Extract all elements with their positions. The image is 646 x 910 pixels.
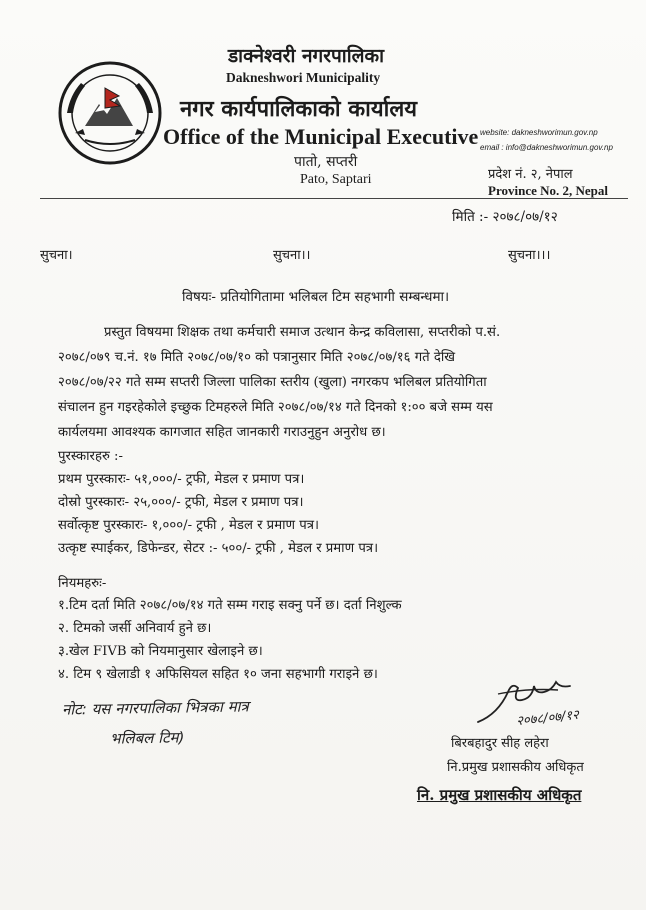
- prizes-heading: पुरस्कारहरु :-: [58, 449, 123, 464]
- province-en: Province No. 2, Nepal: [488, 183, 608, 198]
- address-np: पातो, सप्तरी: [294, 154, 358, 170]
- handwritten-note-line-1: नोट: यस नगरपालिका भित्रका मात्र: [61, 697, 249, 719]
- paragraph-line: संचालन हुन गइरहेकोले इच्छुक टिमहरुले मिति २०७८/०७/१४ गते दिनको १:०० बजे सम्म यस: [58, 400, 493, 415]
- handwritten-date: २०७८/०७/१२: [515, 707, 580, 730]
- email-text: email : info@dakneshworimun.gov.np: [480, 143, 613, 152]
- body-paragraph: [58, 320, 606, 445]
- prize-item: सर्वोत्कृष्ट पुरस्कारः- १,०००/- ट्रफी , मेडल र प्रमाण पत्र।: [58, 518, 319, 533]
- website-text: website: dakneshworimun.gov.np: [480, 128, 598, 137]
- paragraph-line: कार्यलयमा आवश्यक कागजात सहित जानकारी गराउनुहुन अनुरोध छ।: [58, 425, 386, 440]
- handwritten-note-line-2: भलिबल टिम): [109, 728, 185, 748]
- prize-item: दोस्रो पुरस्कारः- २५,०००/- ट्रफी, मेडल र प्रमाण पत्र।: [58, 495, 304, 510]
- official-stamp: नि. प्रमुख प्रशासकीय अधिकृत: [417, 786, 582, 804]
- header-divider: [40, 198, 628, 199]
- municipality-name-en: Dakneshwori Municipality: [226, 70, 381, 85]
- subject-line: विषयः- प्रतियोगितामा भलिबल टिम सहभागी सम्बन्धमा।: [182, 289, 450, 305]
- paragraph-line: २०७८/०७९ च.नं. १७ मिति २०७८/०७/१० को पत्रानुसार मिति २०७८/०७/१६ गते देखि: [58, 350, 456, 365]
- office-name-en: Office of the Municipal Executive: [163, 124, 479, 149]
- rule-item: ३.खेल FIVB को नियमानुसार खेलाइने छ।: [58, 644, 263, 659]
- address-en: Pato, Saptari: [300, 172, 372, 187]
- rule-item: २. टिमको जर्सी अनिवार्य हुने छ।: [58, 621, 212, 636]
- municipality-emblem-icon: [55, 58, 165, 168]
- paragraph-line: प्रस्तुत विषयमा शिक्षक तथा कर्मचारी समाज उत्थान केन्द्र कविलासा, सप्तरीको प.सं.: [104, 325, 501, 340]
- rules-heading: नियमहरुः-: [58, 576, 107, 591]
- prize-item: उत्कृष्ट स्पाईकर, डिफेन्डर, सेटर :- ५००/- ट्रफी , मेडल र प्रमाण पत्र।: [58, 541, 379, 556]
- province-np: प्रदेश नं. २, नेपाल: [488, 167, 573, 182]
- signatory-name: बिरबहादुर सीह लहेरा: [451, 736, 549, 751]
- notice-label-3: सुचना।।।: [508, 248, 551, 263]
- prize-item: प्रथम पुरस्कारः- ५१,०००/- ट्रफी, मेडल र प्रमाण पत्र।: [58, 472, 305, 487]
- office-name-np: नगर कार्यपालिकाको कार्यालय: [180, 96, 417, 122]
- municipality-name-np: डाक्नेश्वरी नगरपालिका: [228, 45, 385, 67]
- notice-label-1: सुचना।: [40, 248, 73, 263]
- letter-date: मिति :- २०७८/०७/१२: [452, 209, 558, 225]
- rule-item: ४. टिम ९ खेलाडी १ अफिसियल सहित १० जना सहभागी गराइने छ।: [58, 667, 378, 682]
- signatory-title: नि.प्रमुख प्रशासकीय अधिकृत: [447, 760, 584, 775]
- paragraph-line: २०७८/०७/२२ गते सम्म सप्तरी जिल्ला पालिका स्तरीय (खुला) नगरकप भलिबल प्रतियोगिता: [58, 375, 487, 390]
- notice-label-2: सुचना।।: [273, 248, 311, 263]
- rule-item: १.टिम दर्ता मिति २०७८/०७/१४ गते सम्म गराइ सक्नु पर्ने छ। दर्ता निशुल्क: [58, 598, 402, 613]
